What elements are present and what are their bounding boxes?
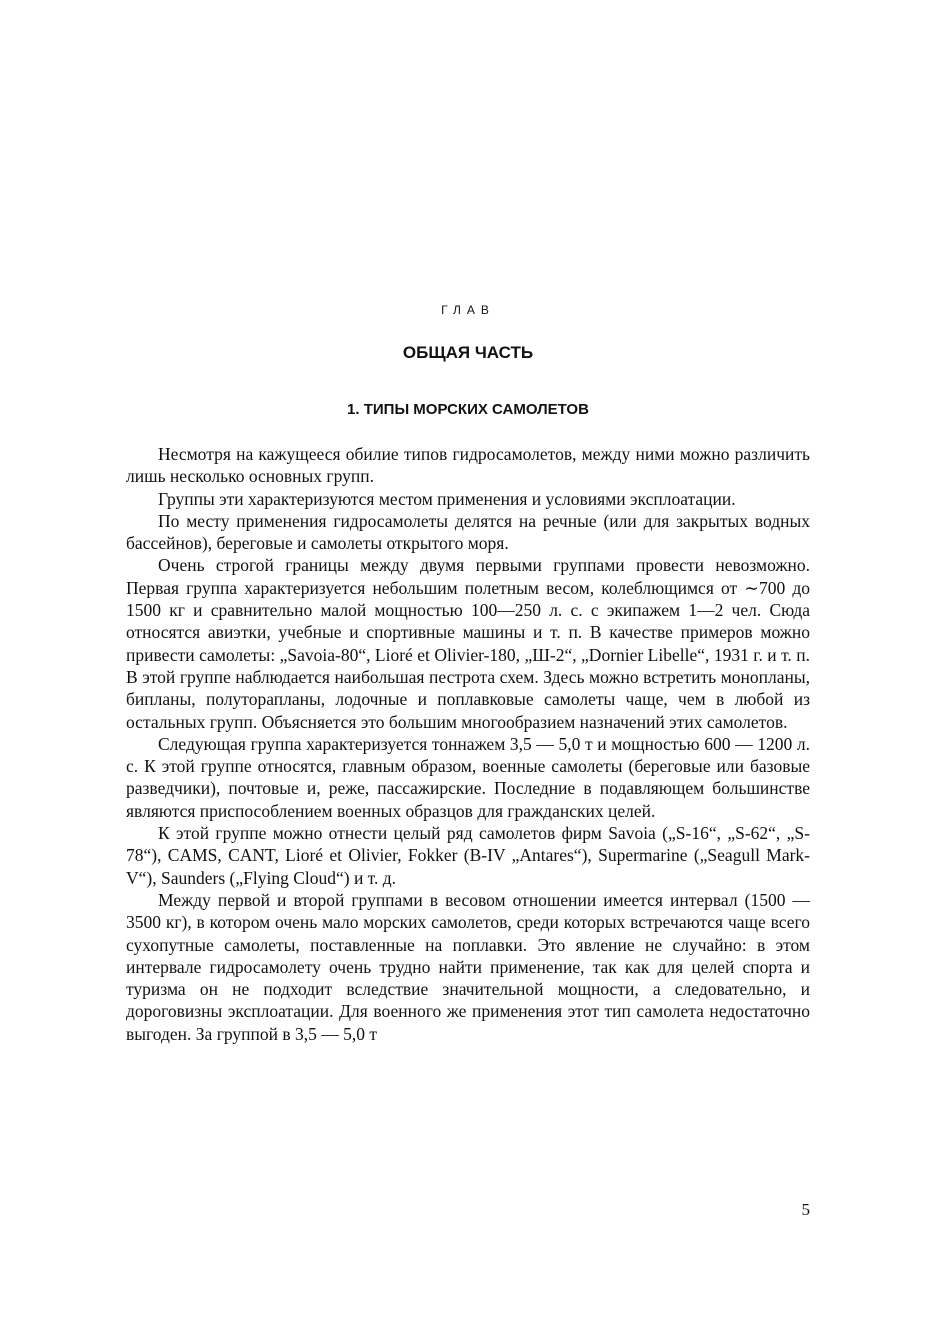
chapter-label: ГЛАВ [441, 303, 495, 317]
page-number: 5 [801, 1200, 810, 1219]
paragraph: По месту применения гидросамолеты делятся на речные (или для закрытых водных бассейнов), береговые и самолеты открытого моря. [126, 510, 810, 554]
part-title: ОБЩАЯ ЧАСТЬ [402, 343, 534, 362]
paragraph: Следующая группа характеризуется тоннажем 3,5 — 5,0 т и мощностью 600 — 1200 л. с. К этой группе относятся, главным образом, военные самолеты (береговые или базовые разведчики), почтовые и, реже, пассажирские. Последние в подавляющем большинстве являются приспособлением военных образцов для гражданских целей. [126, 733, 810, 821]
paragraph: Группы эти характеризуются местом применения и условиями эксплоатации. [158, 488, 736, 509]
paragraph: К этой группе можно отнести целый ряд самолетов фирм Savoia („S-16“, „S-62“, „S-78“), CAMS, CANT, Lioré et Olivier, Fokker (B-IV „Antares“), Supermarine („Seagull Mark-V“), Saunders („Flying Cloud“) и т. д. [126, 823, 810, 888]
paragraph: Между первой и второй группами в весовом отношении имеется интервал (1500 — 3500 кг), в котором очень мало морских самолетов, среди которых встречаются чаще всего сухопутные самолеты, поставленные на поплавки. Это явление не случайно: в этом интервале гидросамолету очень трудно найти применение, так как для целей спорта и туризма он не подходит вследствие значительной мощности, а следовательно, и дороговизны эксплоатации. Для военного же применения этот тип самолета недостаточно выгоден. За группой в 3,5 — 5,0 т [126, 889, 810, 1044]
section-title: 1. ТИПЫ МОРСКИХ САМОЛЕТОВ [347, 401, 589, 418]
body-text [126, 443, 810, 1045]
paragraph: Очень строгой границы между двумя первыми группами провести невозможно. Первая группа характеризуется небольшим полетным весом, колеблющимся от ∼700 до 1500 кг и сравнительно малой мощностью 100—250 л. с. с экипажем 1—2 чел. Сюда относятся авиэтки, учебные и спортивные машины и т. п. В качестве примеров можно привести самолеты: „Savoia-80“, Lioré et Olivier-180, „Ш-2“, „Dornier Libelle“, 1931 г. и т. п. В этой группе наблюдается наибольшая пестрота схем. Здесь можно встретить монопланы, бипланы, полуторапланы, лодочные и поплавковые самолеты чаще, чем в любой из остальных групп. Объясняется это большим многообразием назначений этих самолетов. [126, 555, 810, 732]
paragraph: Несмотря на кажущееся обилие типов гидросамолетов, между ними можно различить лишь несколько основных групп. [126, 444, 810, 487]
